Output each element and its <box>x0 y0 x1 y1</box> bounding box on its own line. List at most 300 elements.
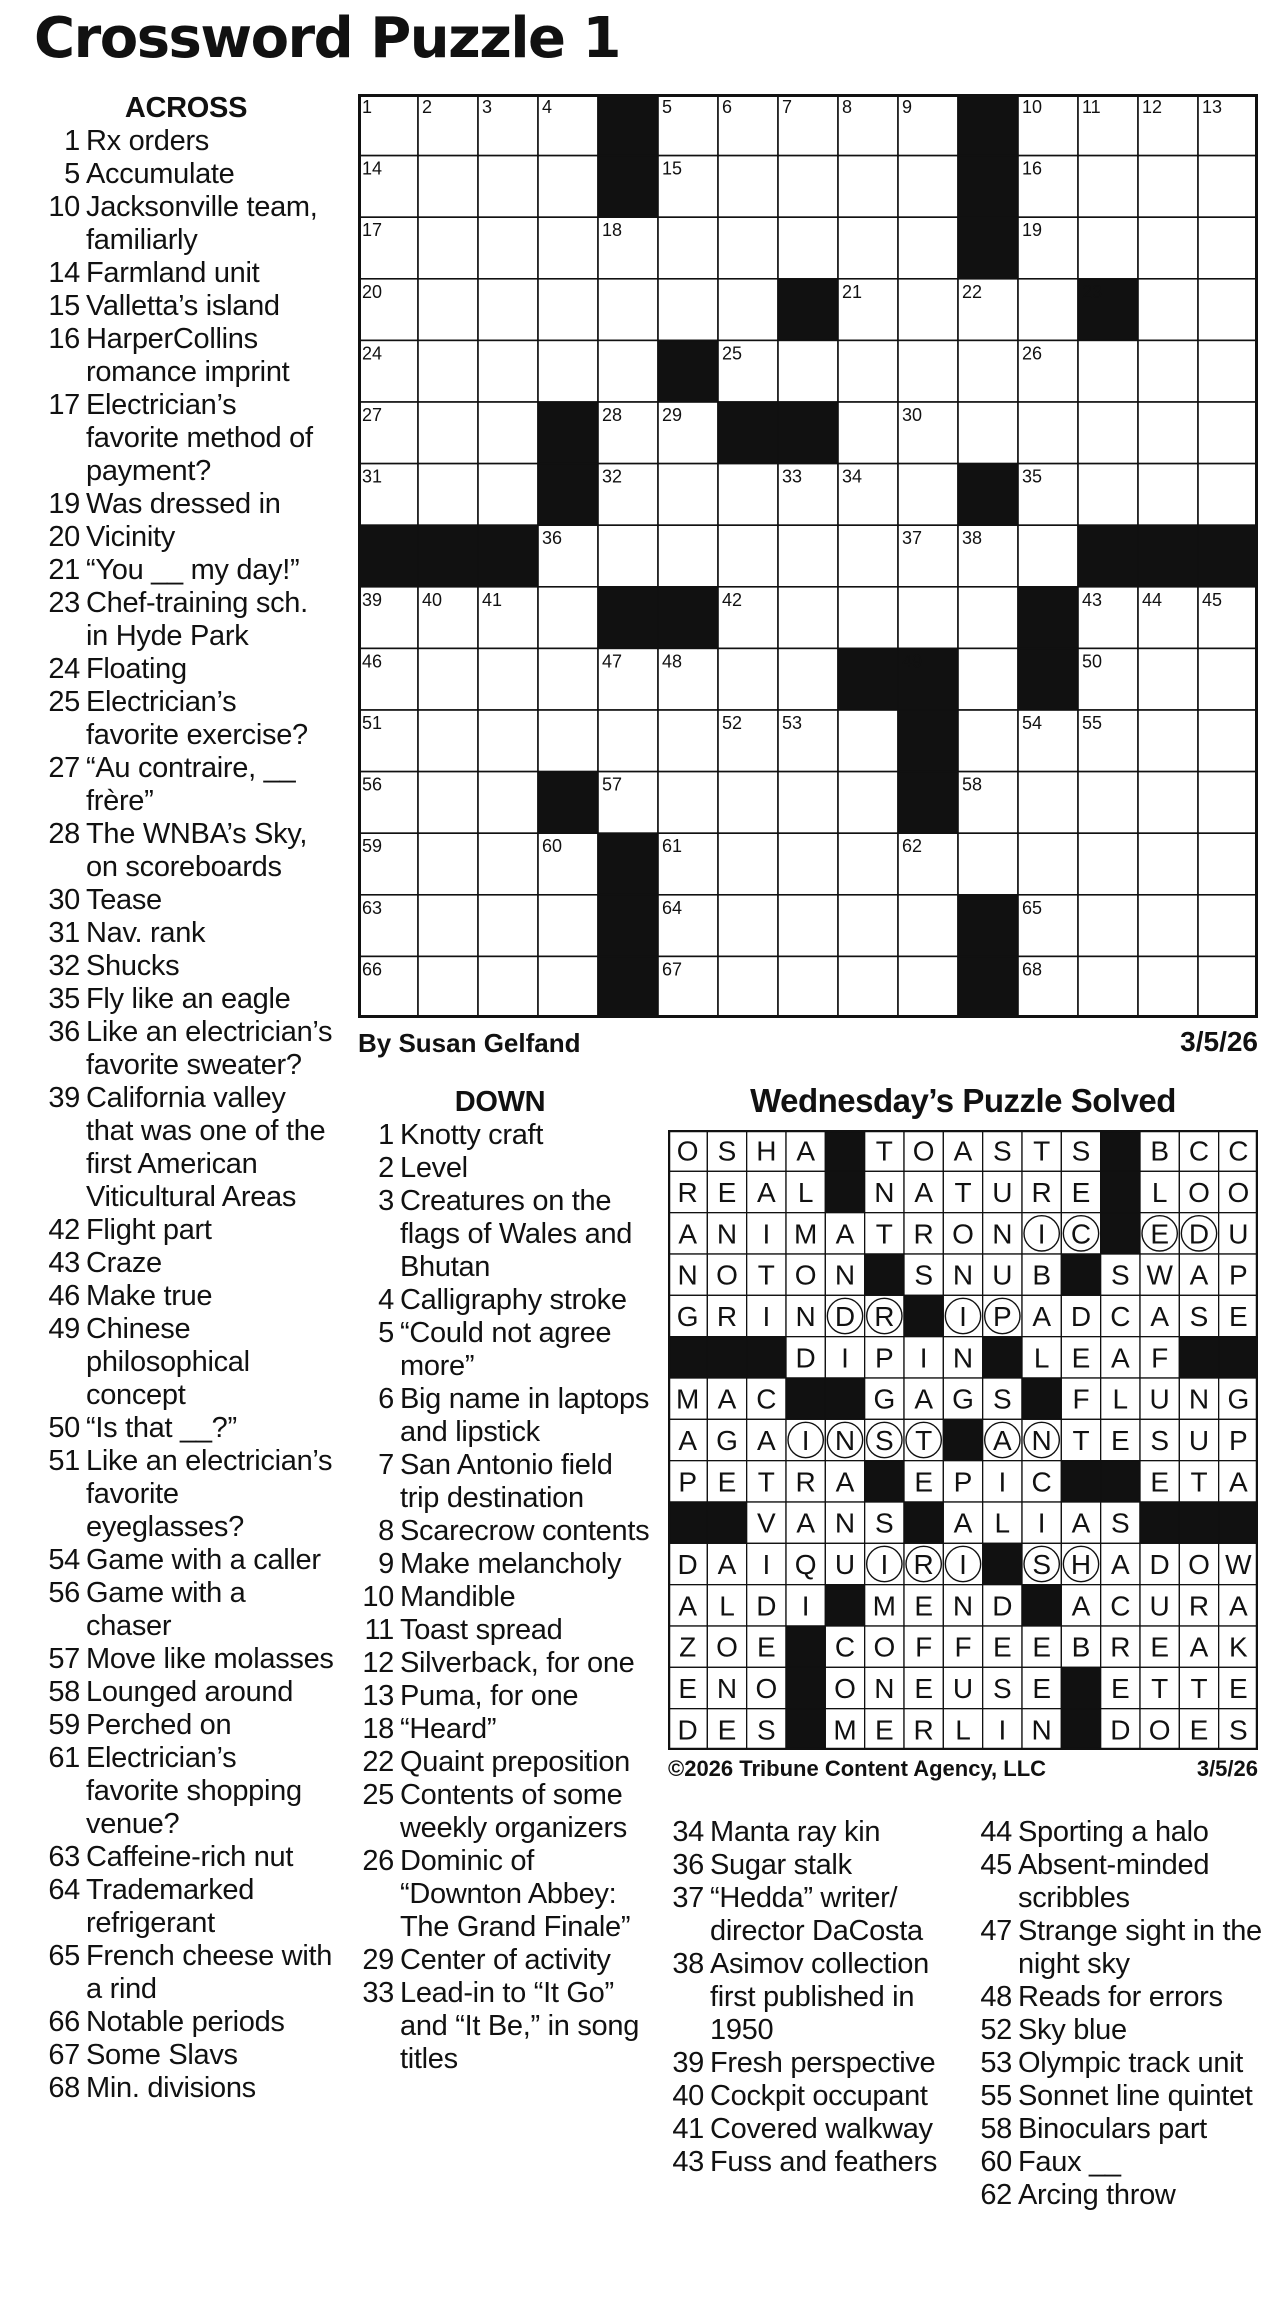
across-clue-36[interactable] <box>36 1016 336 1082</box>
cell-number: 17 <box>362 220 383 241</box>
down-clue-33[interactable] <box>350 1977 650 2076</box>
cell-number: 66 <box>362 959 383 980</box>
grid-cell[interactable] <box>538 340 598 402</box>
across-clue-30[interactable] <box>36 884 336 917</box>
grid-cell[interactable] <box>538 710 598 772</box>
solution-letter: R <box>716 1301 738 1332</box>
solution-letter: P <box>992 1301 1012 1332</box>
grid-cell[interactable] <box>718 156 778 218</box>
grid-cell[interactable] <box>478 895 538 957</box>
solution-letter: I <box>959 1301 967 1332</box>
solution-letter: F <box>1151 1342 1169 1374</box>
solution-letter: T <box>1190 1673 1208 1704</box>
down-clue-62[interactable] <box>968 2179 1268 2212</box>
solution-letter: S <box>874 1425 894 1456</box>
across-clue-27[interactable] <box>36 752 336 818</box>
down-clue-1[interactable] <box>350 1119 650 1152</box>
grid-cell[interactable] <box>538 217 598 279</box>
clue-text: Arcing throw <box>1018 2179 1176 2211</box>
grid-cell[interactable] <box>778 772 838 834</box>
cell-number: 23 <box>1082 281 1103 302</box>
clue-text: Faux __ <box>1018 2146 1121 2178</box>
across-clue-56[interactable] <box>36 1577 336 1643</box>
grid-cell[interactable] <box>658 525 718 587</box>
clue-number: 11 <box>364 1614 394 1646</box>
grid-cell[interactable] <box>1138 956 1198 1018</box>
down-clue-9[interactable] <box>350 1548 650 1581</box>
down-clue-7[interactable] <box>350 1449 650 1515</box>
clue-number: 3 <box>378 1185 394 1217</box>
grid-cell[interactable] <box>658 772 718 834</box>
down-clue-34[interactable] <box>660 1816 960 1849</box>
solution-letter: O <box>1227 1177 1250 1208</box>
clue-text: Mandible <box>400 1581 516 1613</box>
grid-cell[interactable] <box>1078 402 1138 464</box>
grid-cell[interactable] <box>1018 772 1078 834</box>
solution-letter: O <box>1188 1177 1210 1208</box>
solution-letter: A <box>835 1218 855 1250</box>
down-clue-44[interactable] <box>968 1816 1268 1849</box>
grid-cell[interactable] <box>1078 156 1138 218</box>
across-clue-23[interactable] <box>36 587 336 653</box>
grid-cell[interactable] <box>1018 402 1078 464</box>
grid-cell[interactable] <box>838 772 898 834</box>
cell-number: 47 <box>602 651 623 672</box>
clue-number: 43 <box>672 2146 704 2178</box>
grid-cell[interactable] <box>658 279 718 341</box>
solution-block <box>1061 1709 1100 1750</box>
grid-cell[interactable] <box>898 895 958 957</box>
grid-cell[interactable] <box>418 648 478 710</box>
across-clue-19[interactable] <box>36 488 336 521</box>
solution-letter: W <box>1225 1549 1252 1580</box>
across-clue-61[interactable] <box>36 1742 336 1841</box>
across-clue-42[interactable] <box>36 1214 336 1247</box>
grid-cell[interactable] <box>418 217 478 279</box>
down-clue-39[interactable] <box>660 2047 960 2080</box>
grid-cell[interactable] <box>1138 648 1198 710</box>
grid-cell[interactable] <box>958 648 1018 710</box>
grid-cell[interactable] <box>658 464 718 526</box>
grid-cell[interactable] <box>418 710 478 772</box>
down-clue-41[interactable] <box>660 2113 960 2146</box>
down-clue-8[interactable] <box>350 1515 650 1548</box>
grid-cell[interactable] <box>1138 340 1198 402</box>
grid-cell[interactable] <box>1078 956 1138 1018</box>
grid-block <box>598 156 658 218</box>
clue-number: 5 <box>378 1317 394 1349</box>
grid-cell[interactable] <box>718 464 778 526</box>
across-clue-67[interactable] <box>36 2039 336 2072</box>
clue-text: Floating <box>86 653 187 685</box>
down-clue-6[interactable] <box>350 1383 650 1449</box>
cell-number: 28 <box>602 405 623 425</box>
grid-cell[interactable] <box>778 525 838 587</box>
across-clue-63[interactable] <box>36 1841 336 1874</box>
grid-cell[interactable] <box>598 710 658 772</box>
across-clue-46[interactable] <box>36 1280 336 1313</box>
across-clue-5[interactable] <box>36 158 336 191</box>
across-clue-43[interactable] <box>36 1247 336 1280</box>
clue-text: Make melancholy <box>400 1548 622 1580</box>
solution-letter: A <box>678 1218 698 1250</box>
across-clue-24[interactable] <box>36 653 336 686</box>
solution-letter: L <box>955 1714 971 1746</box>
grid-cell[interactable] <box>478 956 538 1018</box>
grid-cell[interactable] <box>1198 956 1258 1018</box>
down-clue-45[interactable] <box>968 1849 1268 1915</box>
clue-text: Olympic track unit <box>1018 2047 1244 2079</box>
grid-cell[interactable] <box>598 279 658 341</box>
grid-cell[interactable] <box>478 772 538 834</box>
grid-cell[interactable] <box>718 895 778 957</box>
across-clue-20[interactable] <box>36 521 336 554</box>
grid-cell[interactable] <box>838 156 898 218</box>
grid-cell[interactable] <box>1018 279 1078 341</box>
cell-number: 60 <box>542 836 563 857</box>
grid-cell[interactable] <box>478 464 538 526</box>
down-clue-52[interactable] <box>968 2014 1268 2047</box>
cell-number: 22 <box>962 281 983 302</box>
grid-cell[interactable] <box>418 772 478 834</box>
grid-cell[interactable] <box>718 772 778 834</box>
grid-cell[interactable] <box>958 340 1018 402</box>
grid-cell[interactable] <box>838 587 898 649</box>
solution-letter: G <box>676 1301 699 1332</box>
solution-block <box>668 1337 707 1378</box>
down-clues-continued-2 <box>968 1816 1268 2212</box>
grid-cell[interactable] <box>718 956 778 1018</box>
down-clue-60[interactable] <box>968 2146 1268 2179</box>
clue-text: Lead-in to “It Go” and “It Be,” in song titles <box>400 1977 640 2075</box>
down-clue-2[interactable] <box>350 1152 650 1185</box>
cell-number: 12 <box>1142 97 1163 117</box>
across-clue-58[interactable] <box>36 1676 336 1709</box>
clue-text: Nav. rank <box>86 917 206 949</box>
solution-block <box>1101 1213 1140 1254</box>
down-clue-38[interactable] <box>660 1948 960 2047</box>
down-clue-18[interactable] <box>350 1713 650 1746</box>
across-clue-65[interactable] <box>36 1940 336 2006</box>
solution-block <box>825 1585 864 1626</box>
solution-letter: D <box>1070 1301 1092 1332</box>
grid-cell[interactable] <box>1078 340 1138 402</box>
grid-block <box>1138 525 1198 587</box>
cell-number: 57 <box>602 774 623 795</box>
clue-number: 6 <box>378 1383 394 1415</box>
grid-cell[interactable] <box>1198 156 1258 218</box>
down-clue-40[interactable] <box>660 2080 960 2113</box>
grid-cell[interactable] <box>958 833 1018 895</box>
clue-text: Quaint preposition <box>400 1746 630 1778</box>
across-clue-54[interactable] <box>36 1544 336 1577</box>
across-clue-16[interactable] <box>36 323 336 389</box>
grid-cell[interactable] <box>778 340 838 402</box>
grid-cell[interactable] <box>598 340 658 402</box>
grid-cell[interactable] <box>418 464 478 526</box>
grid-cell[interactable] <box>1138 156 1198 218</box>
copyright: ©2026 Tribune Content Agency, LLC <box>668 1756 1047 1781</box>
grid-cell[interactable] <box>538 587 598 649</box>
grid-cell[interactable] <box>778 587 838 649</box>
cell-number: 62 <box>902 836 923 857</box>
grid-cell[interactable] <box>478 710 538 772</box>
across-clue-14[interactable] <box>36 257 336 290</box>
solution-block <box>825 1378 864 1419</box>
solution-block <box>904 1502 943 1543</box>
page-title: Crossword Puzzle 1 <box>34 6 620 71</box>
byline: By Susan Gelfand <box>358 1028 581 1058</box>
down-clue-29[interactable] <box>350 1944 650 1977</box>
solution-letter: V <box>756 1507 776 1539</box>
down-clue-47[interactable] <box>968 1915 1268 1981</box>
across-clue-57[interactable] <box>36 1643 336 1676</box>
grid-cell[interactable] <box>838 217 898 279</box>
grid-cell[interactable] <box>778 895 838 957</box>
grid-cell[interactable] <box>898 587 958 649</box>
grid-cell[interactable] <box>838 402 898 464</box>
across-clue-28[interactable] <box>36 818 336 884</box>
solution-block <box>1179 1502 1218 1543</box>
grid-cell[interactable] <box>1018 833 1078 895</box>
across-clue-59[interactable] <box>36 1709 336 1742</box>
down-clue-12[interactable] <box>350 1647 650 1680</box>
grid-cell[interactable] <box>1138 217 1198 279</box>
cell-number: 16 <box>1022 158 1043 179</box>
grid-block <box>598 94 658 156</box>
grid-cell[interactable] <box>478 217 538 279</box>
grid-cell[interactable] <box>1138 772 1198 834</box>
solution-letter: E <box>1150 1218 1170 1250</box>
solution-letter: C <box>1110 1590 1131 1622</box>
across-clue-31[interactable] <box>36 917 336 950</box>
down-clue-3[interactable] <box>350 1185 650 1284</box>
grid-cell[interactable] <box>1198 833 1258 895</box>
grid-cell[interactable] <box>1138 279 1198 341</box>
down-clue-11[interactable] <box>350 1614 650 1647</box>
down-clue-53[interactable] <box>968 2047 1268 2080</box>
across-clue-25[interactable] <box>36 686 336 752</box>
across-clue-66[interactable] <box>36 2006 336 2039</box>
cell-number: 32 <box>602 466 623 487</box>
grid-cell[interactable] <box>1138 402 1198 464</box>
solution-letter: S <box>1110 1259 1130 1291</box>
clue-text: Cockpit occupant <box>710 2080 928 2112</box>
grid-cell[interactable] <box>478 279 538 341</box>
grid-cell[interactable] <box>718 833 778 895</box>
grid-cell[interactable] <box>838 525 898 587</box>
clue-number: 37 <box>672 1882 704 1914</box>
down-clue-10[interactable] <box>350 1581 650 1614</box>
across-clue-32[interactable] <box>36 950 336 983</box>
grid-cell[interactable] <box>598 525 658 587</box>
grid-cell[interactable] <box>1198 710 1258 772</box>
across-clue-64[interactable] <box>36 1874 336 1940</box>
grid-cell[interactable] <box>658 217 718 279</box>
solution-letter: N <box>834 1259 856 1291</box>
solution-letter: T <box>1190 1466 1208 1498</box>
down-clue-43[interactable] <box>660 2146 960 2179</box>
grid-cell[interactable] <box>718 217 778 279</box>
solution-letter: U <box>1188 1425 1210 1456</box>
down-clue-26[interactable] <box>350 1845 650 1944</box>
grid-cell[interactable] <box>898 340 958 402</box>
grid-cell[interactable] <box>418 156 478 218</box>
grid-cell[interactable] <box>478 833 538 895</box>
grid-cell[interactable] <box>418 402 478 464</box>
down-clue-37[interactable] <box>660 1882 960 1948</box>
grid-cell[interactable] <box>958 402 1018 464</box>
solution-block <box>747 1337 786 1378</box>
across-clue-17[interactable] <box>36 389 336 488</box>
grid-cell[interactable] <box>1198 895 1258 957</box>
down-clue-5[interactable] <box>350 1317 650 1383</box>
grid-cell[interactable] <box>838 895 898 957</box>
grid-cell[interactable] <box>478 340 538 402</box>
grid-cell[interactable] <box>898 156 958 218</box>
cell-number: 49 <box>902 651 923 672</box>
grid-cell[interactable] <box>718 279 778 341</box>
cell-number: 65 <box>1022 897 1043 918</box>
solution-block <box>1101 1130 1140 1171</box>
grid-cell[interactable] <box>1198 464 1258 526</box>
grid-cell[interactable] <box>778 217 838 279</box>
grid-block <box>418 525 478 587</box>
grid-cell[interactable] <box>898 217 958 279</box>
clue-text: Toast spread <box>400 1614 563 1646</box>
grid-cell[interactable] <box>418 833 478 895</box>
grid-cell[interactable] <box>1078 464 1138 526</box>
across-clue-10[interactable] <box>36 191 336 257</box>
grid-cell[interactable] <box>718 525 778 587</box>
clue-number: 46 <box>48 1280 80 1312</box>
grid-cell[interactable] <box>1078 895 1138 957</box>
grid-cell[interactable] <box>778 156 838 218</box>
grid-cell[interactable] <box>778 648 838 710</box>
solution-letter: N <box>795 1301 816 1332</box>
solution-grid <box>668 1130 1258 1750</box>
clue-number: 44 <box>980 1816 1012 1848</box>
grid-cell[interactable] <box>538 895 598 957</box>
solution-block <box>1101 1461 1140 1502</box>
down-clue-22[interactable] <box>350 1746 650 1779</box>
grid-cell[interactable] <box>1078 772 1138 834</box>
solution-letter: A <box>1228 1466 1248 1498</box>
grid-cell[interactable] <box>838 710 898 772</box>
solution-block <box>707 1337 746 1378</box>
solution-letter: Z <box>679 1631 697 1663</box>
grid-cell[interactable] <box>838 833 898 895</box>
grid-cell[interactable] <box>958 587 1018 649</box>
crossword-grid[interactable] <box>358 94 1258 1018</box>
grid-cell[interactable] <box>538 156 598 218</box>
solution-letter: U <box>1149 1590 1170 1622</box>
across-clues <box>36 92 336 2105</box>
solution-letter: H <box>756 1135 777 1167</box>
grid-cell[interactable] <box>718 648 778 710</box>
solution-letter: E <box>717 1714 737 1746</box>
across-clue-51[interactable] <box>36 1445 336 1544</box>
grid-cell[interactable] <box>1138 833 1198 895</box>
grid-cell[interactable] <box>1198 340 1258 402</box>
down-clue-58[interactable] <box>968 2113 1268 2146</box>
clue-text: Make true <box>86 1280 213 1312</box>
down-clue-4[interactable] <box>350 1284 650 1317</box>
grid-cell[interactable] <box>898 464 958 526</box>
grid-cell[interactable] <box>1198 772 1258 834</box>
grid-cell[interactable] <box>1018 525 1078 587</box>
grid-cell[interactable] <box>1138 710 1198 772</box>
solution-block <box>983 1337 1022 1378</box>
grid-cell[interactable] <box>538 648 598 710</box>
across-clue-49[interactable] <box>36 1313 336 1412</box>
grid-cell[interactable] <box>1198 648 1258 710</box>
grid-cell[interactable] <box>1198 279 1258 341</box>
grid-cell[interactable] <box>478 156 538 218</box>
across-clue-35[interactable] <box>36 983 336 1016</box>
solution-block <box>904 1295 943 1336</box>
grid-cell[interactable] <box>1198 402 1258 464</box>
grid-cell[interactable] <box>1138 895 1198 957</box>
grid-cell[interactable] <box>418 279 478 341</box>
clue-text: Sonnet line quintet <box>1018 2080 1253 2112</box>
clue-number: 14 <box>48 257 80 289</box>
across-clue-68[interactable] <box>36 2072 336 2105</box>
down-clue-13[interactable] <box>350 1680 650 1713</box>
grid-cell[interactable] <box>418 895 478 957</box>
grid-cell[interactable] <box>1078 217 1138 279</box>
clue-number: 18 <box>362 1713 394 1745</box>
grid-cell[interactable] <box>478 402 538 464</box>
grid-cell[interactable] <box>1198 217 1258 279</box>
clue-text: Jacksonville team, familiarly <box>86 191 318 256</box>
grid-cell[interactable] <box>778 956 838 1018</box>
down-clue-25[interactable] <box>350 1779 650 1845</box>
cell-number: 45 <box>1202 589 1223 610</box>
grid-cell[interactable] <box>418 956 478 1018</box>
grid-cell[interactable] <box>838 340 898 402</box>
clue-text: Absent-minded scribbles <box>1018 1849 1210 1914</box>
grid-cell[interactable] <box>478 648 538 710</box>
grid-cell[interactable] <box>658 710 718 772</box>
grid-cell[interactable] <box>838 956 898 1018</box>
clue-text: Lounged around <box>86 1676 294 1708</box>
clue-number: 57 <box>48 1643 80 1675</box>
down-clue-55[interactable] <box>968 2080 1268 2113</box>
grid-block <box>598 895 658 957</box>
across-clue-39[interactable] <box>36 1082 336 1214</box>
down-clue-48[interactable] <box>968 1981 1268 2014</box>
grid-cell[interactable] <box>898 956 958 1018</box>
grid-cell[interactable] <box>1138 464 1198 526</box>
solution-block <box>825 1130 864 1171</box>
across-clue-1[interactable] <box>36 125 336 158</box>
grid-cell[interactable] <box>778 833 838 895</box>
grid-cell[interactable] <box>418 340 478 402</box>
grid-cell[interactable] <box>898 279 958 341</box>
across-clue-21[interactable] <box>36 554 336 587</box>
across-clue-15[interactable] <box>36 290 336 323</box>
across-clue-50[interactable] <box>36 1412 336 1445</box>
down-clue-36[interactable] <box>660 1849 960 1882</box>
grid-cell[interactable] <box>538 956 598 1018</box>
clue-number: 59 <box>48 1709 80 1741</box>
cell-number: 40 <box>422 589 443 610</box>
grid-cell[interactable] <box>1078 833 1138 895</box>
solution-letter: G <box>716 1425 738 1456</box>
grid-cell[interactable] <box>538 279 598 341</box>
grid-cell[interactable] <box>958 710 1018 772</box>
